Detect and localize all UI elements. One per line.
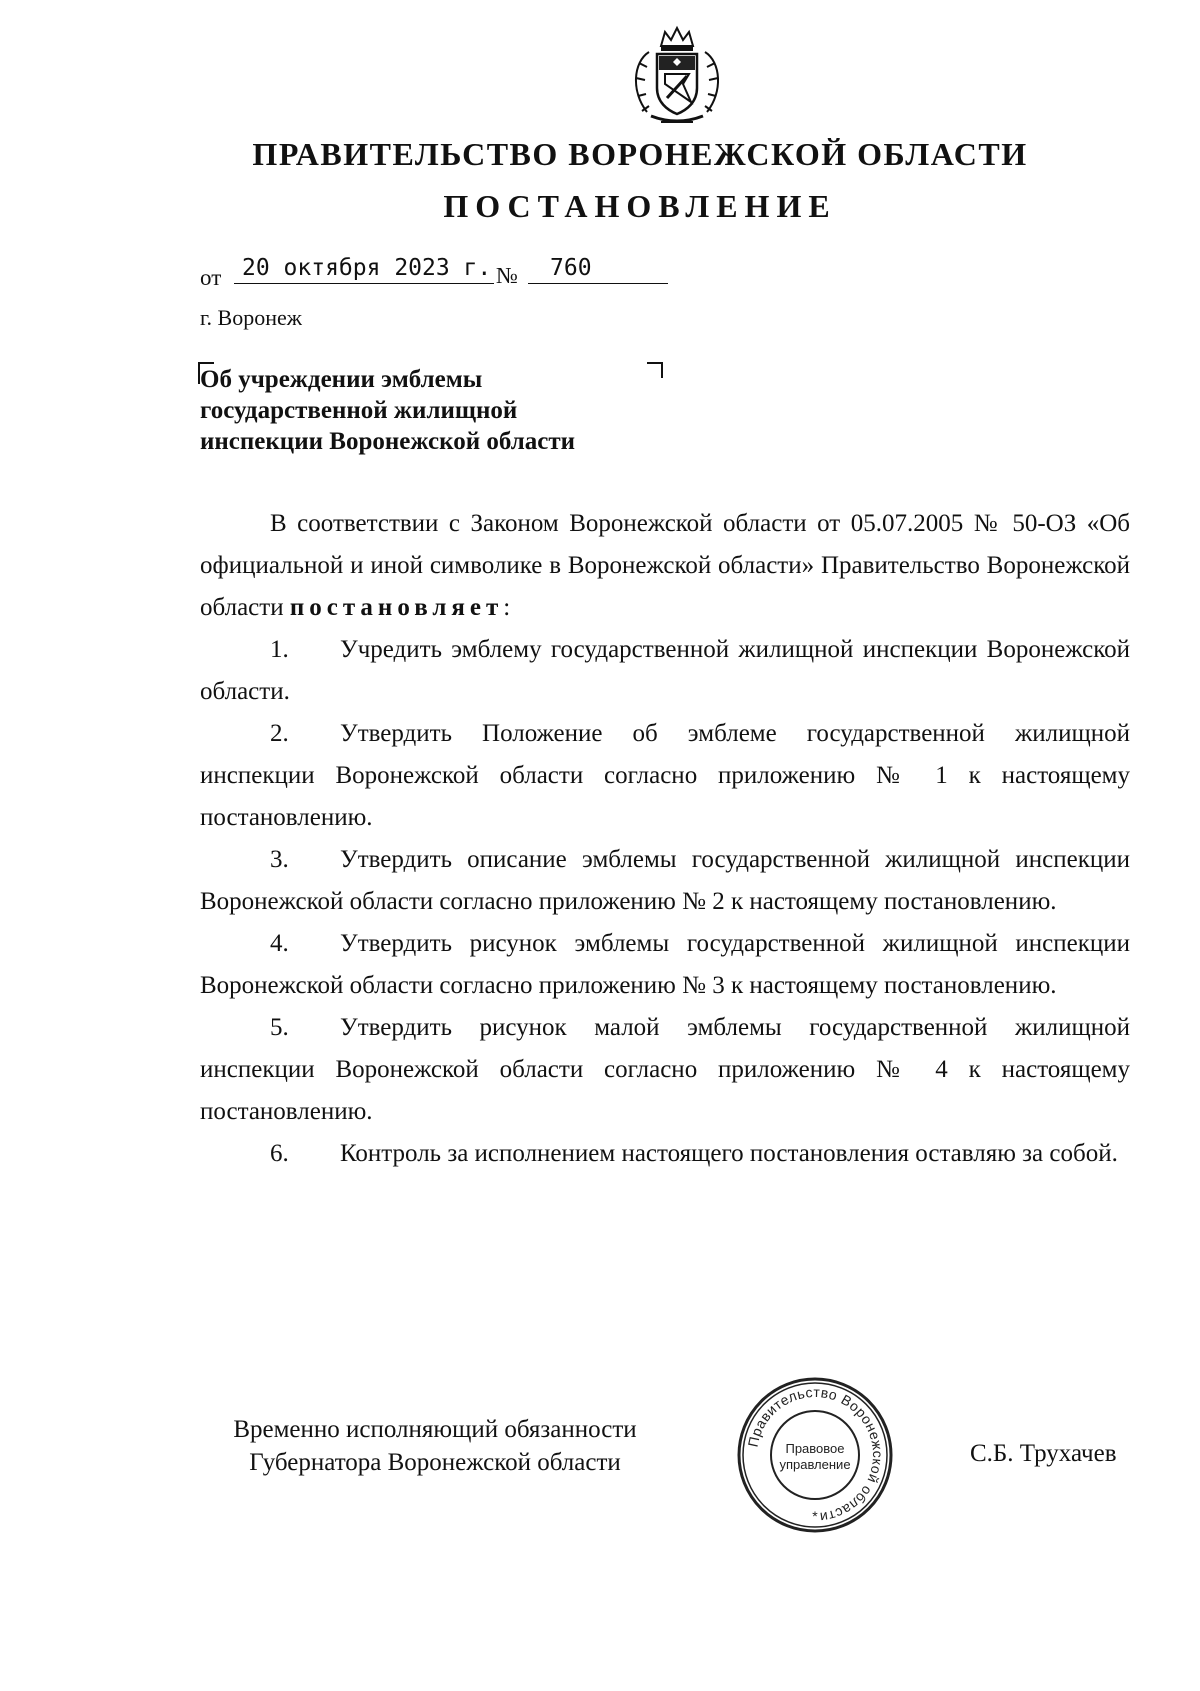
list-item [200, 839, 1130, 923]
item-text: Утвердить описание эмблемы государственной жилищной инспекции Воронежской области согласно приложению № 2 к настоящему постановлению. [200, 846, 1130, 915]
position-line: Временно исполняющий обязанности [233, 1416, 637, 1443]
stamp-star: * [812, 1508, 818, 1524]
list-item [200, 1133, 1130, 1175]
document-number: 760 [528, 252, 668, 284]
item-text: Утвердить Положение об эмблеме государственной жилищной инспекции Воронежской области согласно приложению № 1 к настоящему постановлению. [200, 720, 1130, 831]
list-item [200, 1007, 1130, 1133]
item-text: Учредить эмблему государственной жилищной инспекции Воронежской области. [200, 636, 1130, 705]
list-item [200, 923, 1130, 1007]
date-label: от [200, 265, 222, 290]
city: г. Воронеж [200, 305, 302, 330]
date-number-line [200, 252, 680, 292]
subject-line: Об учреждении эмблемы [200, 366, 483, 393]
stamp-center-line: Правовое [785, 1441, 845, 1456]
item-number: 4. [270, 930, 289, 957]
item-text: Утвердить рисунок эмблемы государственной жилищной инспекции Воронежской области согласно приложению № 3 к настоящему постановлению. [200, 930, 1130, 999]
coat-of-arms-icon [621, 22, 733, 132]
document-date: 20 октября 2023 г. [234, 252, 494, 284]
preamble-text: В соответствии с Законом Воронежской области от 05.07.2005 № 50-ОЗ «Об официальной и иной символике в Воронежской области» Правительство Воронежской области [200, 510, 1130, 621]
signatory-position [205, 1413, 665, 1479]
subject-line: инспекции Воронежской области [200, 428, 576, 455]
item-number: 6. [270, 1140, 289, 1167]
document-body [200, 503, 1130, 1175]
item-number: 5. [270, 1014, 289, 1041]
list-item [200, 713, 1130, 839]
document-type-title: ПОСТАНОВЛЕНИЕ [443, 188, 837, 224]
preamble-tail: : [503, 594, 511, 621]
number-label: № [496, 263, 518, 288]
list-item [200, 629, 1130, 713]
preamble [200, 503, 1130, 629]
preamble-verb: постановляет [289, 594, 504, 621]
subject-line: государственной жилищной [200, 397, 518, 424]
position-line: Губернатора Воронежской области [249, 1449, 621, 1476]
stamp-center-line: управление [779, 1457, 851, 1472]
organization-title: ПРАВИТЕЛЬСТВО ВОРОНЕЖСКОЙ ОБЛАСТИ [252, 136, 1028, 172]
official-stamp [735, 1375, 895, 1535]
item-number: 2. [270, 720, 289, 747]
document-subject [200, 364, 660, 457]
item-text: Контроль за исполнением настоящего постановления оставляю за собой. [340, 1140, 1118, 1167]
stamp-ring-text: Правительство Воронежской области [744, 1383, 887, 1526]
item-number: 1. [270, 636, 289, 663]
item-text: Утвердить рисунок малой эмблемы государственной жилищной инспекции Воронежской области согласно приложению № 4 к настоящему постановлению. [200, 1014, 1130, 1125]
signatory-name: С.Б. Трухачев [970, 1440, 1117, 1467]
item-number: 3. [270, 846, 289, 873]
